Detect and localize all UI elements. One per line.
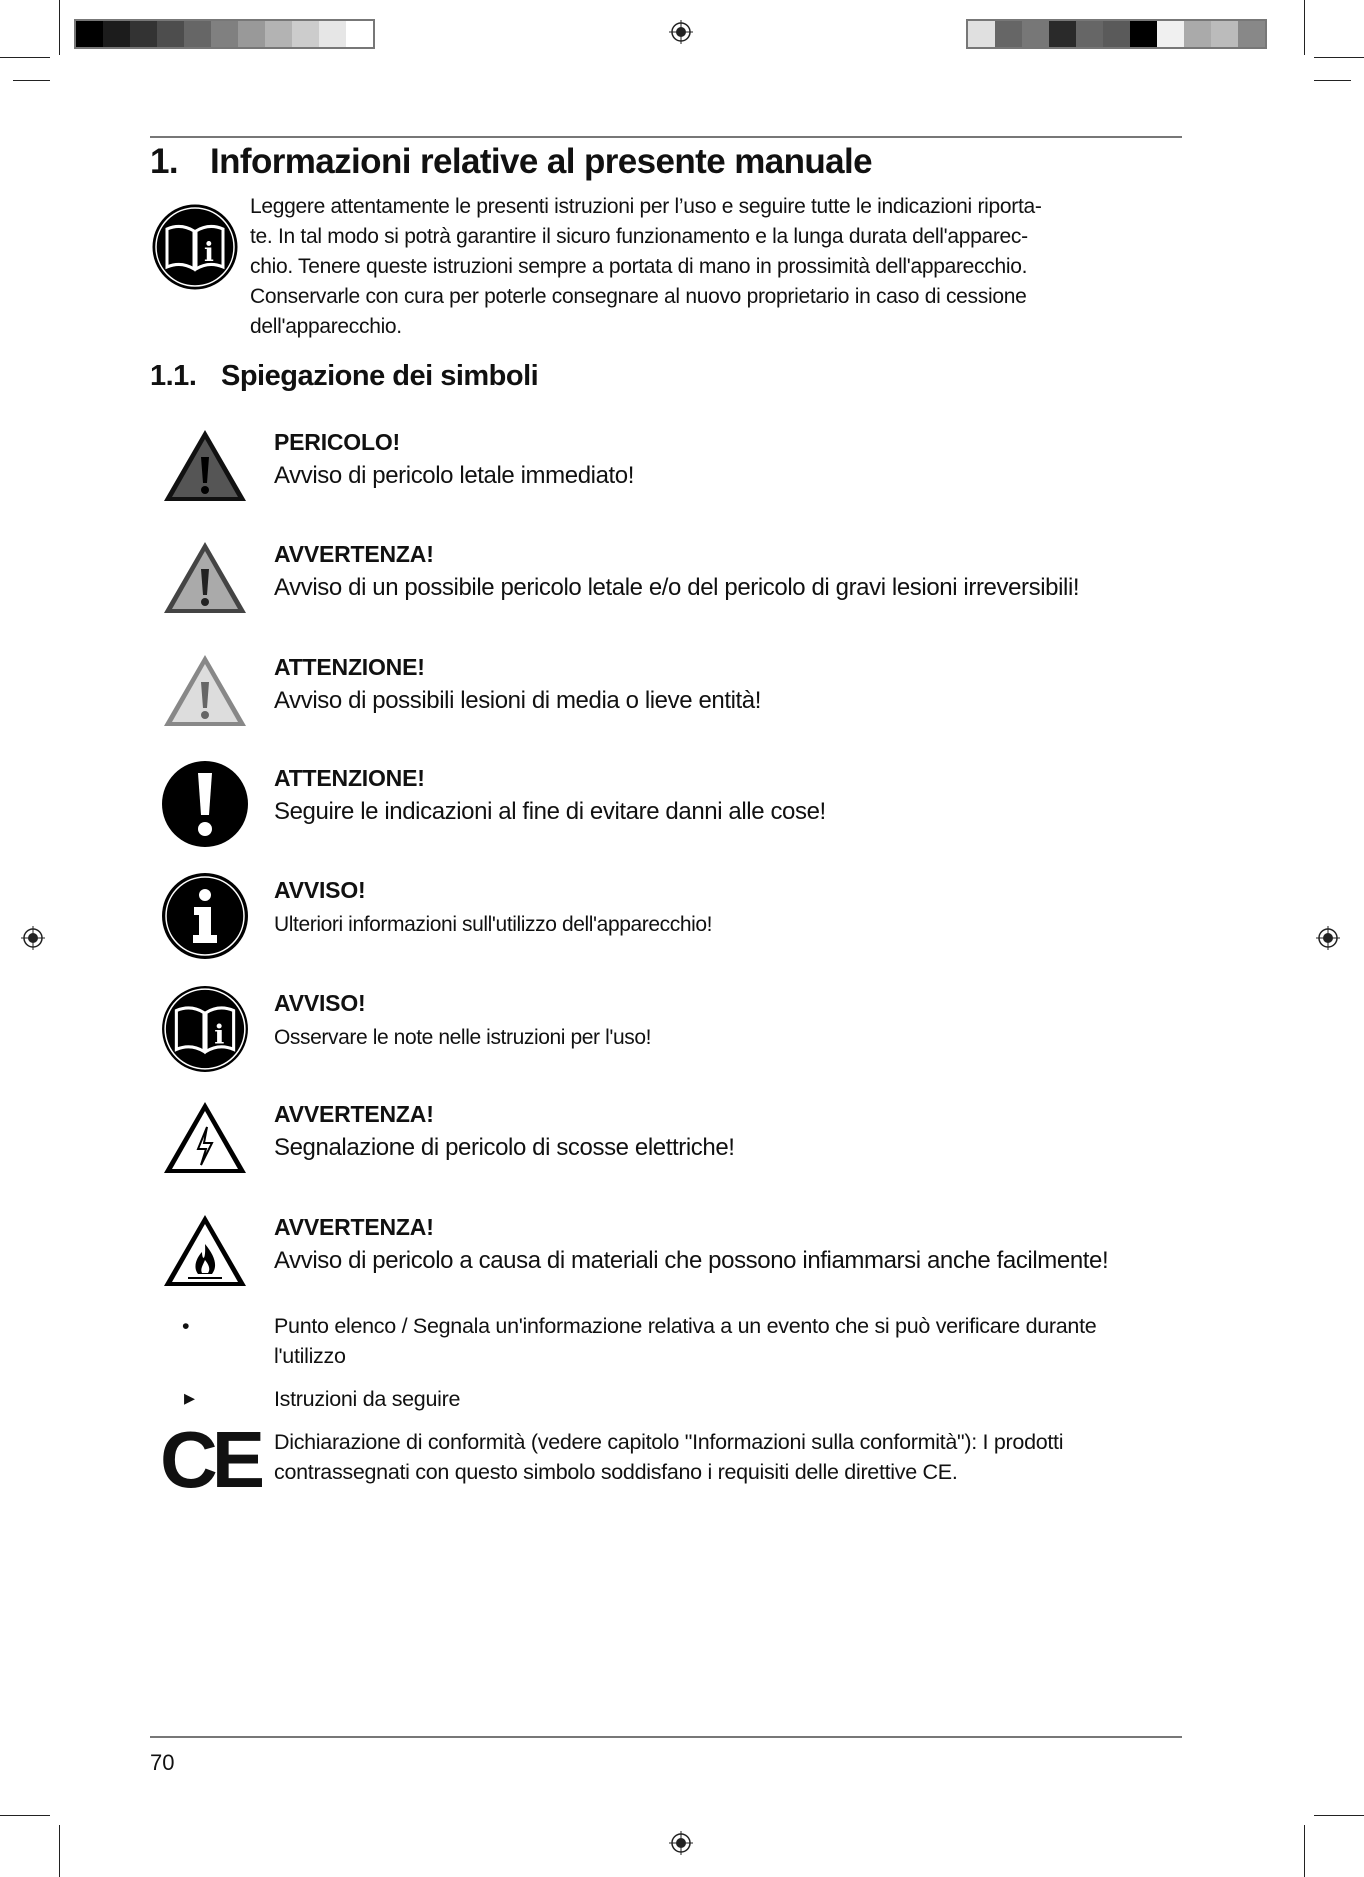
subsection-title: Spiegazione dei simboli: [221, 360, 539, 392]
symbol-row: [160, 537, 1260, 637]
subsection-heading: [150, 360, 538, 393]
symbol-description: Ulteriori informazioni sull'utilizzo dell'apparecchio!: [274, 913, 713, 936]
symbol-description: Avviso di pericolo letale immediato!: [274, 462, 635, 489]
header-rule: [150, 136, 1182, 138]
symbol-description: Avviso di possibili lesioni di media o lieve entità!: [274, 687, 762, 714]
color-patch: [1157, 21, 1184, 47]
symbol-title: PERICOLO!: [274, 429, 400, 455]
color-patch: [968, 21, 995, 47]
section-number: 1.: [150, 142, 178, 181]
ce-text: contrassegnati con questo simbolo soddisfano i requisiti delle direttive CE.: [274, 1460, 958, 1484]
symbol-description: Seguire le indicazioni al fine di evitare danni alle cose!: [274, 798, 826, 825]
color-patch: [1022, 21, 1049, 47]
color-patch: [103, 21, 130, 47]
symbol-title: AVVERTENZA!: [274, 1101, 434, 1127]
svg-text:i: i: [204, 238, 214, 268]
registration-mark-icon: [669, 1831, 693, 1855]
color-calibration-bar-right: [966, 19, 1267, 49]
color-patch: [238, 21, 265, 47]
color-patch: [1130, 21, 1157, 47]
color-patch: [995, 21, 1022, 47]
intro-line: chio. Tenere queste istruzioni sempre a portata di mano in prossimità dell'apparecchio.: [250, 255, 1028, 278]
symbol-title: AVVISO!: [274, 990, 366, 1016]
color-patch: [157, 21, 184, 47]
intro-line: te. In tal modo si potrà garantire il sicuro funzionamento e la lunga durata dell'apparec-: [250, 225, 1028, 248]
arrow-marker-icon: ▸: [184, 1385, 195, 1410]
instruction-text: Istruzioni da seguire: [274, 1387, 461, 1411]
color-patch: [76, 21, 103, 47]
symbol-row: [160, 425, 1260, 525]
symbol-title: ATTENZIONE!: [274, 654, 425, 680]
symbol-description: Segnalazione di pericolo di scosse elettriche!: [274, 1134, 735, 1161]
bullet-marker: •: [182, 1314, 190, 1338]
color-patch: [346, 21, 373, 47]
registration-mark-icon: [1316, 926, 1340, 950]
color-patch: [1211, 21, 1238, 47]
color-patch: [1238, 21, 1265, 47]
intro-paragraph: [250, 192, 1042, 342]
color-patch: [1103, 21, 1130, 47]
intro-line: Conservarle con cura per poterle consegnare al nuovo proprietario in caso di cessione: [250, 285, 1027, 308]
color-patch: [1184, 21, 1211, 47]
symbol-title: AVVISO!: [274, 877, 366, 903]
crop-mark: [1314, 57, 1364, 58]
color-patch: [1049, 21, 1076, 47]
color-patch: [1076, 21, 1103, 47]
symbol-row: [160, 873, 1260, 973]
ce-mark-icon: CE: [160, 1415, 260, 1504]
crop-mark: [0, 1815, 50, 1816]
color-patch: [184, 21, 211, 47]
color-calibration-bar-left: [74, 19, 375, 49]
footer-rule: [150, 1736, 1182, 1738]
crop-mark: [1304, 0, 1305, 55]
crop-mark: [13, 80, 50, 81]
color-patch: [130, 21, 157, 47]
color-patch: [265, 21, 292, 47]
symbol-row: [160, 650, 1260, 750]
bullet-text: l'utilizzo: [274, 1344, 346, 1368]
symbol-description: Avviso di un possibile pericolo letale e/o del pericolo di gravi lesioni irreversibili!: [274, 574, 1080, 601]
symbol-title: ATTENZIONE!: [274, 765, 425, 791]
symbol-row: [160, 986, 1260, 1086]
symbol-row: [160, 761, 1260, 861]
color-patch: [211, 21, 238, 47]
symbol-description: Avviso di pericolo a causa di materiali che possono infiammarsi anche facilmente!: [274, 1247, 1109, 1274]
subsection-number: 1.1.: [150, 360, 197, 392]
crop-mark: [1304, 1825, 1305, 1877]
color-patch: [319, 21, 346, 47]
svg-text:i: i: [214, 1019, 225, 1051]
manual-book-icon: [151, 203, 239, 291]
intro-line: Leggere attentamente le presenti istruzioni per l’uso e seguire tutte le indicazioni riporta-: [250, 195, 1042, 218]
symbol-title: AVVERTENZA!: [274, 1214, 434, 1240]
section-title: Informazioni relative al presente manuale: [210, 142, 873, 181]
symbol-row: [160, 1210, 1260, 1310]
symbol-row: [160, 1097, 1260, 1197]
registration-mark-icon: [21, 926, 45, 950]
symbol-title: AVVERTENZA!: [274, 541, 434, 567]
crop-mark: [59, 0, 60, 55]
ce-text: Dichiarazione di conformità (vedere capitolo "Informazioni sulla conformità"): I prodotti: [274, 1430, 1064, 1454]
bullet-text: Punto elenco / Segnala un'informazione relativa a un evento che si può verificare durante: [274, 1314, 1097, 1338]
crop-mark: [1314, 80, 1351, 81]
section-heading: [150, 142, 872, 182]
crop-mark: [59, 1825, 60, 1877]
crop-mark: [1314, 1815, 1364, 1816]
color-patch: [292, 21, 319, 47]
symbol-description: Osservare le note nelle istruzioni per l'uso!: [274, 1026, 652, 1049]
crop-mark: [0, 57, 50, 58]
intro-line: dell'apparecchio.: [250, 315, 402, 338]
page-number: 70: [150, 1750, 175, 1775]
registration-mark-icon: [669, 20, 693, 44]
